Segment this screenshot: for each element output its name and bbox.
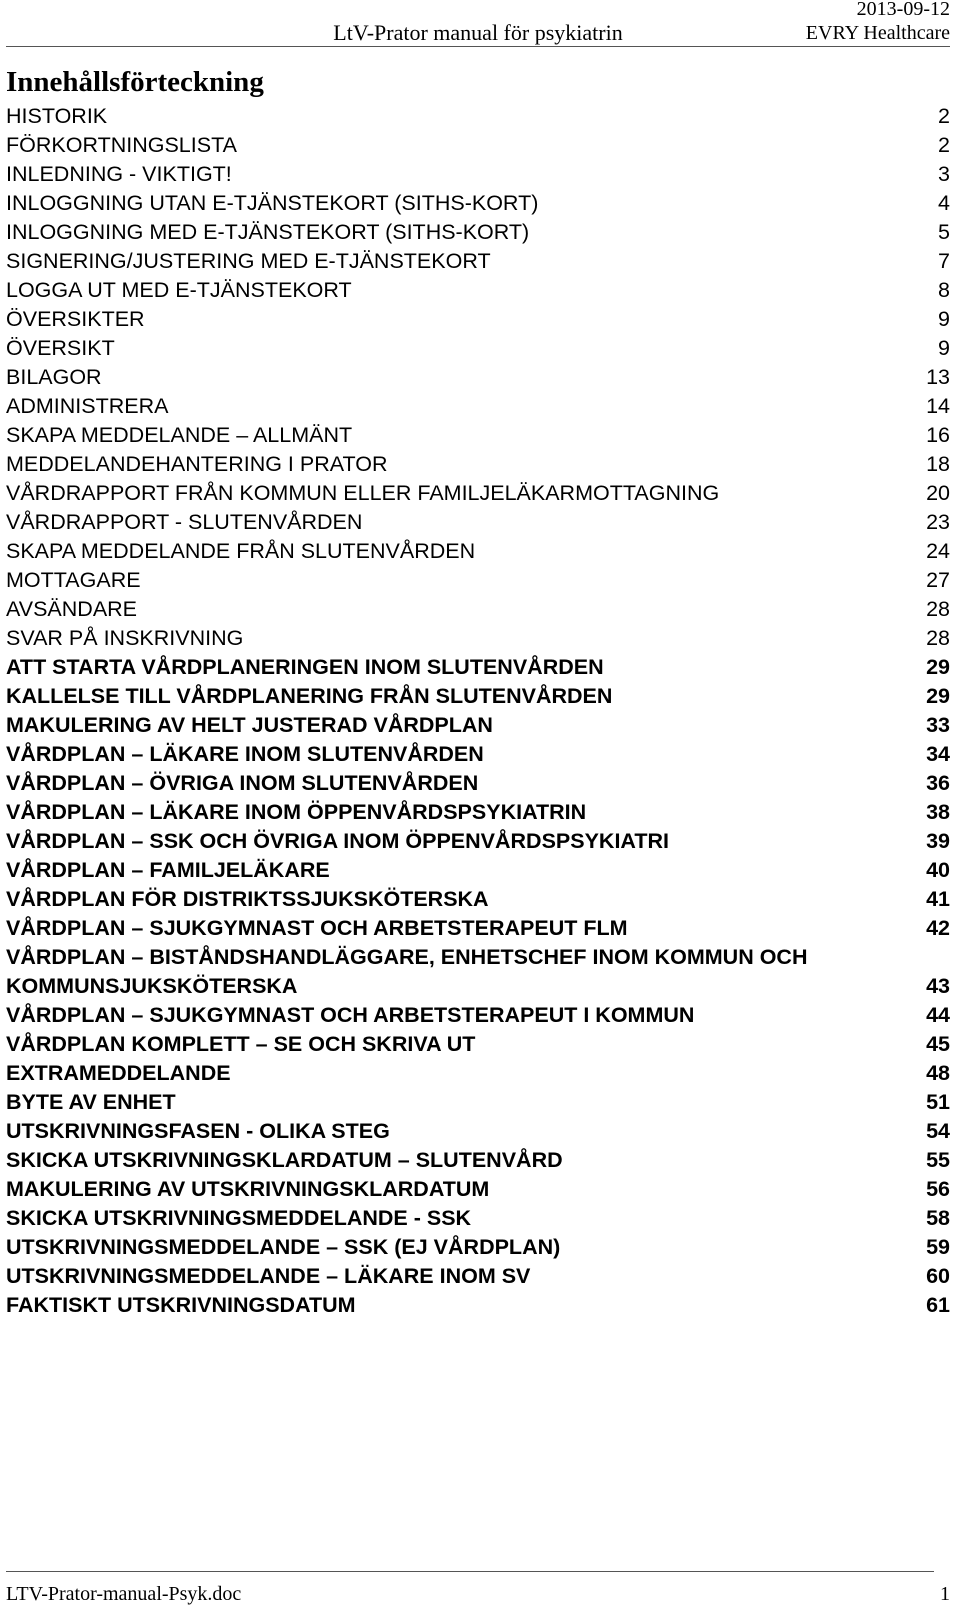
toc-entry[interactable] [6,827,950,856]
toc-entry[interactable] [6,392,950,421]
footer-divider [6,1571,934,1572]
toc-entry[interactable] [6,1175,950,1204]
toc-entry-page: 55 [926,1148,950,1172]
toc-entry-page: 29 [926,655,950,679]
toc-entry[interactable] [6,914,950,943]
toc-entry[interactable] [6,305,950,334]
toc-entry-label: INLOGGNING UTAN E-TJÄNSTEKORT (SITHS-KORT) [6,191,539,215]
toc-entry-label: VÅRDPLAN – BISTÅNDSHANDLÄGGARE, ENHETSCHEF INOM KOMMUN OCH [6,945,808,969]
toc-entry-label: ADMINISTRERA [6,394,169,418]
toc-entry-page: 2 [938,133,950,157]
toc-entry-page: 5 [938,220,950,244]
toc-entry-page: 41 [926,887,950,911]
toc-entry-page: 58 [926,1206,950,1230]
toc-entry-label: MOTTAGARE [6,568,141,592]
toc-entry-page: 24 [926,539,950,563]
toc-entry[interactable] [6,624,950,653]
toc-entry[interactable] [6,566,950,595]
toc-entry[interactable] [6,218,950,247]
footer-filename: LTV-Prator-manual-Psyk.doc [6,1583,242,1605]
toc-entry-page: 42 [926,916,950,940]
toc-entry-label: ATT STARTA VÅRDPLANERINGEN INOM SLUTENVÅRDEN [6,655,604,679]
toc-entry-label: MAKULERING AV UTSKRIVNINGSKLARDATUM [6,1177,490,1201]
toc-entry[interactable] [6,972,950,1001]
toc-entry-label: AVSÄNDARE [6,597,138,621]
toc-entry-page: 36 [926,771,950,795]
toc-entry[interactable] [6,450,950,479]
toc-entry-label: KOMMUNSJUKSKÖTERSKA [6,974,298,998]
toc-entry-page: 27 [926,568,950,592]
toc-entry[interactable] [6,363,950,392]
page-header [6,0,950,47]
toc-entry-label: MAKULERING AV HELT JUSTERAD VÅRDPLAN [6,713,493,737]
toc-entry-label: LOGGA UT MED E-TJÄNSTEKORT [6,278,352,302]
toc-entry[interactable] [6,1030,950,1059]
toc-entry-page: 51 [926,1090,950,1114]
toc-entry[interactable] [6,595,950,624]
toc-entry-label: SKICKA UTSKRIVNINGSMEDDELANDE - SSK [6,1206,472,1230]
toc-entry-label: UTSKRIVNINGSFASEN - OLIKA STEG [6,1119,390,1143]
toc-entry-label: FAKTISKT UTSKRIVNINGSDATUM [6,1293,356,1317]
toc-entry-page: 59 [926,1235,950,1259]
toc-entry-label: VÅRDPLAN – ÖVRIGA INOM SLUTENVÅRDEN [6,771,479,795]
toc-entry[interactable] [6,1233,950,1262]
toc-entry-page: 8 [938,278,950,302]
toc-entry-label: VÅRDPLAN – SSK OCH ÖVRIGA INOM ÖPPENVÅRDSPSYKIATRI [6,829,669,853]
toc-entry-page: 18 [926,452,950,476]
toc-entry-page: 7 [938,249,950,273]
toc-entry-label: ÖVERSIKT [6,336,115,360]
footer-page-number: 1 [940,1583,950,1605]
toc-entry-label: ÖVERSIKTER [6,307,145,331]
toc-entry-label: FÖRKORTNINGSLISTA [6,133,237,157]
toc-entry[interactable] [6,711,950,740]
toc-entry-label: VÅRDPLAN – LÄKARE INOM ÖPPENVÅRDSPSYKIATRIN [6,800,587,824]
toc-entry[interactable] [6,537,950,566]
toc-entry-label: HISTORIK [6,104,108,128]
toc-entry-label: EXTRAMEDDELANDE [6,1061,231,1085]
company-name: EVRY Healthcare [805,22,950,44]
toc-heading: Innehållsförteckning [6,66,264,98]
toc-entry[interactable] [6,160,950,189]
toc-entry-label: VÅRDRAPPORT FRÅN KOMMUN ELLER FAMILJELÄKARMOTTAGNING [6,481,720,505]
toc-entry-label: VÅRDPLAN – SJUKGYMNAST OCH ARBETSTERAPEUT I KOMMUN [6,1003,695,1027]
toc-entry[interactable] [6,856,950,885]
toc-entry-label: SVAR PÅ INSKRIVNING [6,626,244,650]
toc-entry-page: 9 [938,336,950,360]
toc-entry-label: VÅRDPLAN – SJUKGYMNAST OCH ARBETSTERAPEUT FLM [6,916,628,940]
toc-entry-page: 56 [926,1177,950,1201]
toc-entry[interactable] [6,131,950,160]
toc-entry[interactable] [6,1059,950,1088]
toc-entry[interactable] [6,943,950,972]
document-title: LtV-Prator manual för psykiatrin [333,20,623,45]
toc-entry[interactable] [6,1088,950,1117]
toc-entry-label: MEDDELANDEHANTERING I PRATOR [6,452,388,476]
toc-entry-page: 40 [926,858,950,882]
toc-entry[interactable] [6,798,950,827]
toc-entry[interactable] [6,1146,950,1175]
toc-entry[interactable] [6,740,950,769]
toc-entry-page: 23 [926,510,950,534]
toc-entry[interactable] [6,1204,950,1233]
toc-entry-page: 2 [938,104,950,128]
toc-entry[interactable] [6,247,950,276]
toc-entry-page: 45 [926,1032,950,1056]
toc-entry[interactable] [6,421,950,450]
toc-entry[interactable] [6,682,950,711]
toc-entry[interactable] [6,102,950,131]
toc-entry[interactable] [6,1001,950,1030]
toc-entry-label: INLEDNING - VIKTIGT! [6,162,232,186]
toc-entry-page: 38 [926,800,950,824]
toc-entry-page: 14 [926,394,950,418]
toc-entry-label: VÅRDPLAN KOMPLETT – SE OCH SKRIVA UT [6,1032,476,1056]
toc-entry-label: UTSKRIVNINGSMEDDELANDE – SSK (EJ VÅRDPLAN) [6,1235,561,1259]
toc-entry-label: INLOGGNING MED E-TJÄNSTEKORT (SITHS-KORT) [6,220,530,244]
toc-entry-label: SKAPA MEDDELANDE – ALLMÄNT [6,423,353,447]
toc-entry[interactable] [6,334,950,363]
toc-entry-label: SKICKA UTSKRIVNINGSKLARDATUM – SLUTENVÅRD [6,1148,563,1172]
toc-entry-page: 61 [926,1293,950,1317]
toc-entry-page: 9 [938,307,950,331]
toc-entry-page: 33 [926,713,950,737]
toc-entry-label: UTSKRIVNINGSMEDDELANDE – LÄKARE INOM SV [6,1264,531,1288]
toc-entry[interactable] [6,479,950,508]
toc-entry-page: 13 [926,365,950,389]
toc-entry[interactable] [6,769,950,798]
toc-entry[interactable] [6,653,950,682]
toc-entry-label: VÅRDPLAN – FAMILJELÄKARE [6,858,330,882]
toc-entry-page: 28 [926,626,950,650]
toc-entry-page: 54 [926,1119,950,1143]
toc-entry-page: 28 [926,597,950,621]
toc-entry-label: SIGNERING/JUSTERING MED E-TJÄNSTEKORT [6,249,491,273]
toc-entry-page: 20 [926,481,950,505]
toc-entry-label: KALLELSE TILL VÅRDPLANERING FRÅN SLUTENVÅRDEN [6,684,613,708]
toc-entry[interactable] [6,1262,950,1291]
toc-entry[interactable] [6,276,950,305]
toc-entry-page: 60 [926,1264,950,1288]
toc-entry-page: 43 [926,974,950,998]
toc-entry-label: VÅRDPLAN – LÄKARE INOM SLUTENVÅRDEN [6,742,484,766]
toc-entry-label: BILAGOR [6,365,102,389]
toc-entry-page: 34 [926,742,950,766]
toc-entry-label: BYTE AV ENHET [6,1090,176,1114]
toc-entry-label: SKAPA MEDDELANDE FRÅN SLUTENVÅRDEN [6,539,476,563]
toc-entry-label: VÅRDPLAN FÖR DISTRIKTSSJUKSKÖTERSKA [6,887,489,911]
toc-entry-page: 44 [926,1003,950,1027]
toc-entry[interactable] [6,1117,950,1146]
toc-entry-page: 3 [938,162,950,186]
page-footer [6,1569,950,1613]
toc-entry-page: 29 [926,684,950,708]
toc-entry-page: 4 [938,191,950,215]
toc-entry-label: VÅRDRAPPORT - SLUTENVÅRDEN [6,510,363,534]
document-date: 2013-09-12 [856,0,950,20]
toc-entry[interactable] [6,885,950,914]
toc-entry-page: 16 [926,423,950,447]
toc-entry[interactable] [6,508,950,537]
toc-entry-page: 39 [926,829,950,853]
toc-entry-page: 48 [926,1061,950,1085]
toc-entry[interactable] [6,1291,950,1320]
toc-entry[interactable] [6,189,950,218]
table-of-contents [6,102,950,1320]
